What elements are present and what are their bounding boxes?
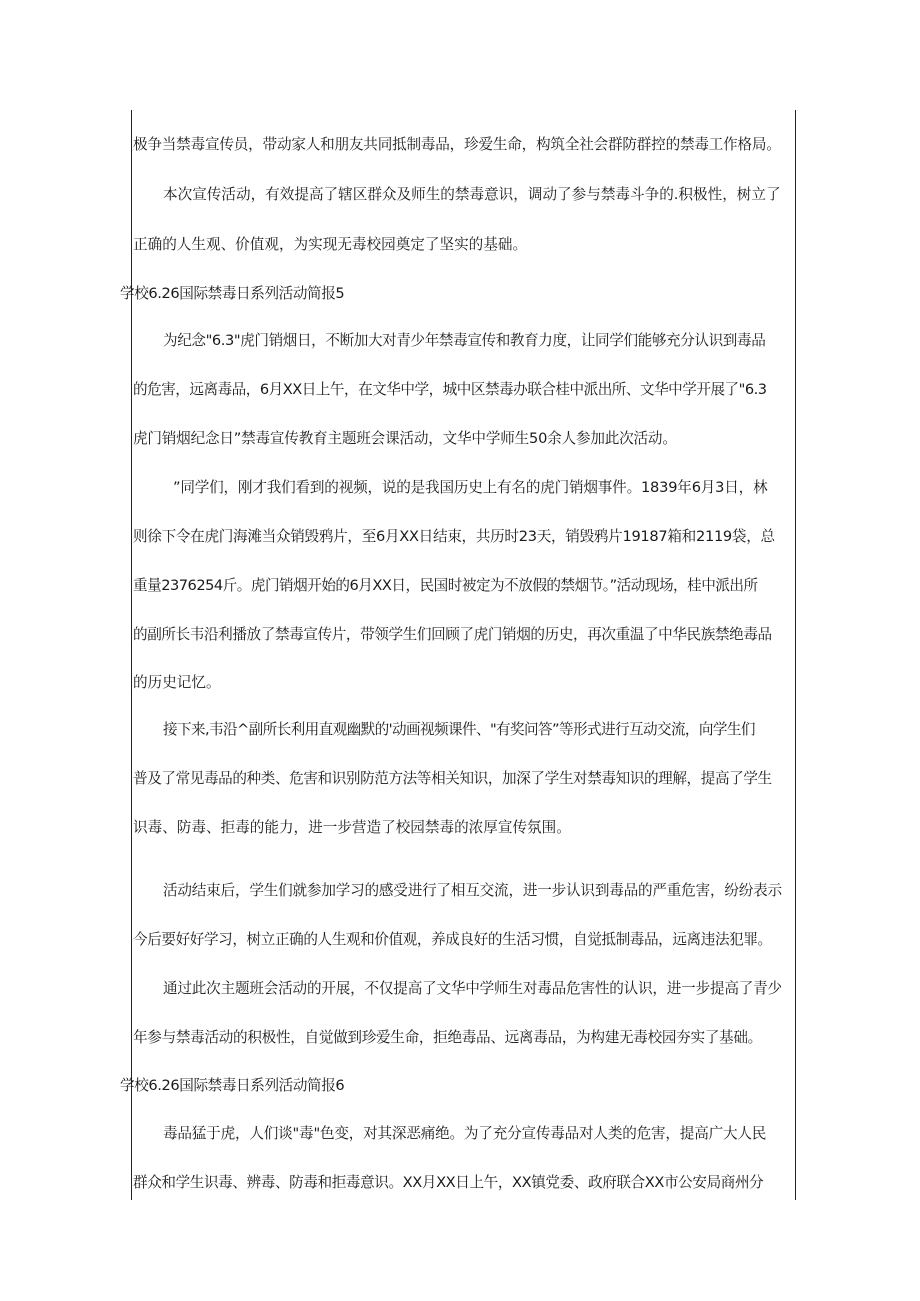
text-line: 毒品猛于虎，人们谈"毒"色变，对其深恶痛绝。为了充分宣传毒品对人类的危害，提高广大人民: [163, 1125, 767, 1142]
text-line: 群众和学生识毒、辨毒、防毒和拒毒意识。XX月XX日上午，XX镇党委、政府联合XX市公安局商州分: [133, 1174, 764, 1191]
text-line: 普及了常见毒品的种类、危害和识别防范方法等相关知识，加深了学生对禁毒知识的理解，提高了学生: [133, 770, 772, 787]
text-line: 识毒、防毒、拒毒的能力，进一步营造了校园禁毒的浓厚宣传氛围。: [133, 819, 571, 836]
text-line: 的危害，远离毒品，6月XX日上午，在文华中学，城中区禁毒办联合桂中派出所、文华中学开展了"6.3: [133, 381, 767, 398]
text-line: 通过此次主题班会活动的开展，不仅提高了文华中学师生对毒品危害性的认识，进一步提高了青少: [163, 980, 782, 997]
text-line: 本次宣传活动，有效提高了辖区群众及师生的禁毒意识，调动了参与禁毒斗争的.积极性，树立了: [163, 186, 781, 203]
section-heading: 学校6.26国际禁毒日系列活动简报5: [120, 285, 345, 302]
page-border-right: [795, 110, 796, 1200]
text-line: ”同学们，刚才我们看到的视频，说的是我国历史上有名的虎门销烟事件。1839年6月3日，林: [173, 479, 768, 496]
text-line: 正确的人生观、价值观，为实现无毒校园奠定了坚实的基础。: [133, 236, 528, 253]
text-line: 的副所长韦沿利播放了禁毒宣传片，带领学生们回顾了虎门销烟的历史，再次重温了中华民族禁绝毒品: [133, 626, 772, 643]
text-line: 为纪念"6.3"虎门销烟日，不断加大对青少年禁毒宣传和教育力度，让同学们能够充分认识到毒品: [163, 332, 766, 349]
text-line: 重量2376254斤。虎门销烟开始的6月XX日，民国时被定为不放假的禁烟节。”活动现场，桂中派出所: [133, 577, 758, 594]
text-line: 则徐下令在虎门海滩当众销毁鸦片，至6月XX日结束，共历时23天，销毁鸦片19187箱和2119袋，总: [133, 528, 775, 545]
text-line: 活动结束后，学生们就参加学习的感受进行了相互交流，进一步认识到毒品的严重危害，纷纷表示: [163, 882, 782, 899]
text-line: 年参与禁毒活动的积极性，自觉做到珍爱生命，拒绝毒品、远离毒品，为构建无毒校园夯实了基础。: [133, 1029, 762, 1046]
text-line: 今后要好好学习，树立正确的人生观和价值观，养成良好的生活习惯，自觉抵制毒品，远离违法犯罪。: [133, 931, 772, 948]
section-heading: 学校6.26国际禁毒日系列活动简报6: [120, 1077, 345, 1094]
text-line: 极争当禁毒宣传员，带动家人和朋友共同抵制毒品，珍爱生命，构筑全社会群防群控的禁毒工作格局。: [133, 136, 781, 153]
text-line: 接下来,韦沿^副所长利用直观幽默的'动画视频课件、"有奖问答”等形式进行互动交流，向学生们: [163, 721, 755, 738]
page-border-left: [131, 110, 132, 1200]
text-line: 的历史记忆。: [133, 674, 221, 691]
text-line: 虎门销烟纪念日”禁毒宣传教育主题班会课活动，文华中学师生50余人参加此次活动。: [133, 430, 677, 447]
